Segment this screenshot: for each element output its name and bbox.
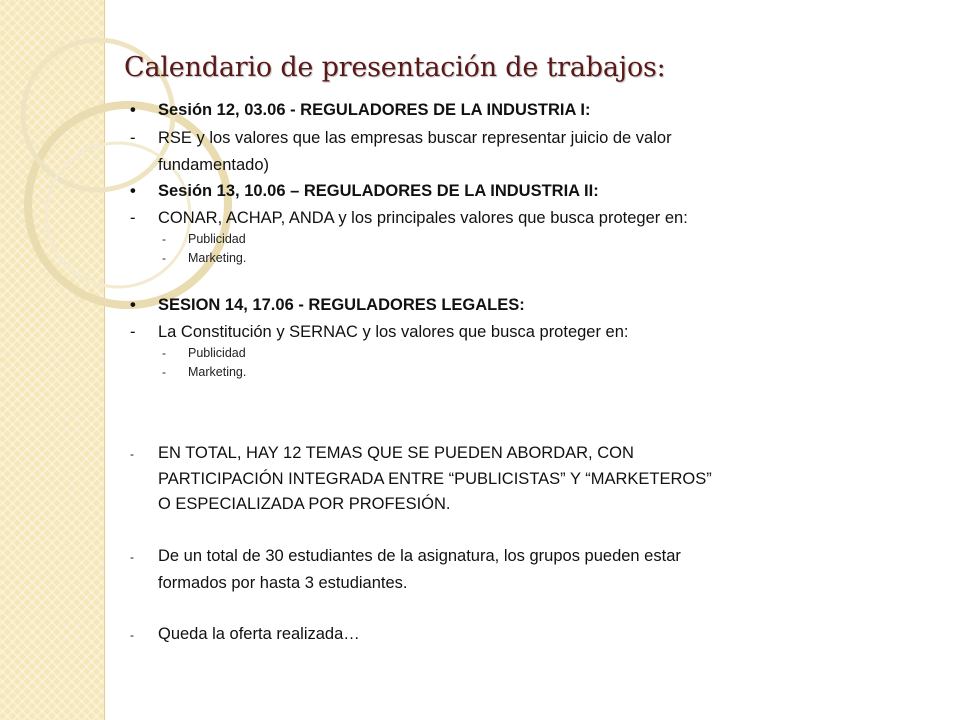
dash-marker: -	[130, 628, 134, 642]
bullet-marker: •	[130, 101, 136, 119]
dash-marker: -	[162, 365, 166, 379]
group-size-line-1	[130, 545, 681, 568]
list-item: formados por hasta 3 estudiantes.	[158, 574, 408, 592]
total-topics-line-3	[130, 493, 451, 515]
list-item: Queda la oferta realizada…	[158, 625, 360, 643]
list-item: Marketing.	[188, 365, 247, 379]
list-item: RSE y los valores que las empresas buscar representar juicio de valor	[158, 129, 672, 147]
dash-marker: -	[162, 346, 166, 360]
dash-marker: -	[130, 129, 136, 147]
offer-line	[130, 623, 360, 646]
list-item: SESION 14, 17.06 - REGULADORES LEGALES:	[158, 296, 525, 314]
dash-marker: -	[130, 209, 136, 227]
session-14-sub-marketing	[162, 364, 246, 380]
list-item: CONAR, ACHAP, ANDA y los principales valores que busca proteger en:	[158, 209, 688, 227]
list-item: Marketing.	[188, 251, 247, 265]
list-item: PARTICIPACIÓN INTEGRADA ENTRE “PUBLICISTAS” Y “MARKETEROS”	[158, 470, 712, 488]
session-13-sub-publicidad	[162, 231, 246, 247]
session-13-topic	[130, 207, 688, 229]
list-item: De un total de 30 estudiantes de la asignatura, los grupos pueden estar	[158, 547, 681, 565]
list-item: fundamentado)	[158, 156, 269, 174]
group-size-line-2	[130, 572, 407, 594]
session-12-heading	[130, 99, 590, 121]
list-item: Publicidad	[188, 232, 246, 246]
total-topics-line-2	[130, 468, 712, 490]
bullet-marker: •	[130, 296, 136, 314]
bullet-marker: •	[130, 182, 136, 200]
list-item: EN TOTAL, HAY 12 TEMAS QUE SE PUEDEN ABORDAR, CON	[158, 444, 634, 462]
session-12-topic	[130, 127, 672, 149]
dash-marker: -	[130, 550, 134, 564]
session-14-topic	[130, 321, 629, 343]
list-item: Publicidad	[188, 346, 246, 360]
list-item: Sesión 13, 10.06 – REGULADORES DE LA INDUSTRIA II:	[158, 182, 599, 200]
session-12-topic-cont	[130, 154, 269, 176]
session-13-sub-marketing	[162, 250, 246, 266]
dash-marker: -	[162, 232, 166, 246]
slide-title: Calendario de presentación de trabajos:	[124, 52, 666, 83]
dash-marker: -	[130, 447, 134, 461]
dash-marker: -	[162, 251, 166, 265]
dash-marker: -	[130, 323, 136, 341]
list-item: La Constitución y SERNAC y los valores que busca proteger en:	[158, 323, 629, 341]
session-14-heading	[130, 294, 525, 316]
list-item: Sesión 12, 03.06 - REGULADORES DE LA INDUSTRIA I:	[158, 101, 591, 119]
total-topics-line-1	[130, 442, 634, 465]
session-14-sub-publicidad	[162, 345, 246, 361]
list-item: O ESPECIALIZADA POR PROFESIÓN.	[158, 495, 451, 513]
session-13-heading	[130, 180, 599, 202]
